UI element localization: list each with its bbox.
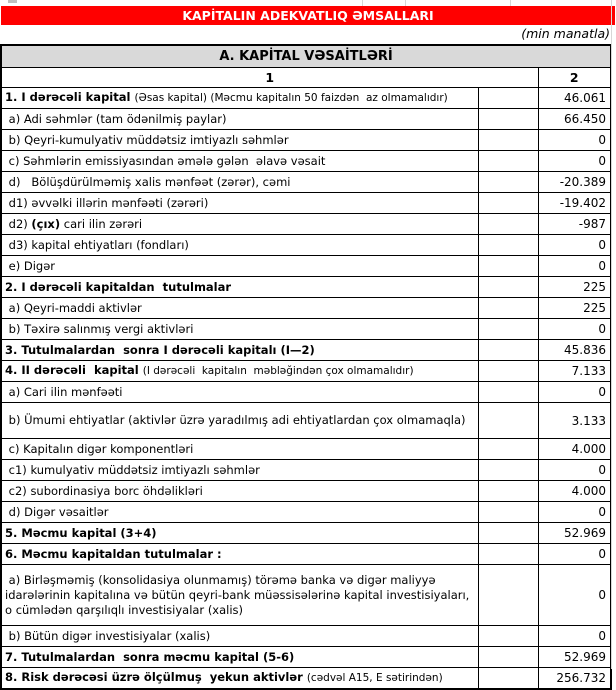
table-row [1, 151, 611, 172]
empty-cell[interactable] [478, 523, 538, 544]
value-cell[interactable]: -20.389 [538, 172, 611, 193]
table-row [1, 481, 611, 502]
label-segment: (Əsas kapital) (Məcmu kapitalın 50 faizdən az olmamalıdır) [134, 92, 448, 104]
value-cell[interactable]: 52.969 [538, 647, 611, 668]
value-cell[interactable]: 0 [538, 151, 611, 172]
units-row [0, 25, 616, 44]
row-label-cell[interactable] [1, 235, 478, 256]
table-row [1, 544, 611, 565]
value-cell[interactable]: 225 [538, 277, 611, 298]
empty-cell[interactable] [478, 481, 538, 502]
empty-cell[interactable] [478, 109, 538, 130]
table-row [1, 298, 611, 319]
value-cell[interactable]: 0 [538, 130, 611, 151]
empty-cell[interactable] [478, 626, 538, 647]
table-row [1, 214, 611, 235]
row-label-cell[interactable] [1, 647, 478, 668]
value-cell[interactable]: 0 [538, 319, 611, 340]
empty-cell[interactable] [478, 193, 538, 214]
value-cell[interactable]: 7.133 [538, 361, 611, 382]
table-row [1, 277, 611, 298]
value-cell[interactable]: 0 [538, 502, 611, 523]
empty-cell[interactable] [478, 439, 538, 460]
label-segment: 2. I dərəcəli kapitaldan tutulmalar [5, 279, 232, 294]
value-cell[interactable]: 4.000 [538, 439, 611, 460]
table-row [1, 193, 611, 214]
grid-line [362, 0, 363, 6]
table-row [1, 361, 611, 382]
row-label-cell[interactable] [1, 340, 478, 361]
label-segment: a) Qeyri-maddi aktivlər [5, 300, 142, 315]
value-cell[interactable]: 0 [538, 235, 611, 256]
row-label-cell[interactable] [1, 403, 478, 439]
row-label-cell[interactable] [1, 523, 478, 544]
row-label-cell[interactable] [1, 193, 478, 214]
label-segment: (I dərəcəli kapitalın məbləğindən çox olmamalıdır) [142, 365, 414, 377]
value-cell[interactable]: 0 [538, 565, 611, 626]
table-row [1, 647, 611, 668]
value-cell[interactable]: 0 [538, 460, 611, 481]
table-row [1, 235, 611, 256]
table-row [1, 523, 611, 544]
label-segment: 4. II dərəcəli kapital [5, 363, 143, 377]
label-segment: b) Qeyri-kumulyativ müddətsiz imtiyazlı səhmlər [5, 132, 289, 147]
report-title: KAPİTALIN ADEKVATLIQ ƏMSALLARI [182, 8, 434, 23]
table-row [1, 88, 611, 109]
label-segment: (çıx) [31, 216, 61, 231]
empty-cell[interactable] [478, 172, 538, 193]
grid-line [611, 0, 612, 669]
label-segment: cari ilin zərəri [60, 216, 143, 231]
value-cell[interactable]: 45.836 [538, 340, 611, 361]
empty-cell[interactable] [478, 277, 538, 298]
label-segment: 1. I dərəcəli kapital [5, 90, 135, 104]
label-segment: c) Kapitalın digər komponentləri [5, 441, 194, 456]
empty-cell[interactable] [478, 361, 538, 382]
row-label-cell[interactable] [1, 88, 478, 109]
report-title-bar [1, 6, 615, 25]
table-row [1, 256, 611, 277]
value-cell[interactable]: 0 [538, 626, 611, 647]
value-cell[interactable]: 52.969 [538, 523, 611, 544]
column-header-1[interactable]: 1 [1, 68, 538, 88]
value-cell[interactable]: 4.000 [538, 481, 611, 502]
value-cell[interactable]: 0 [538, 256, 611, 277]
label-segment: d2) [5, 216, 32, 231]
row-label-cell[interactable] [1, 382, 478, 403]
label-segment: a) Birləşməmiş (konsolidasiya olunmamış) törəmə banka və digər maliyyə idarələrinin kapitalına və bütün qeyri-bank müəssisələrinə kapital investisiyaları, o cümlədən qarşılıqlı investisiyalar (xalis) [5, 572, 473, 617]
label-segment: a) Adi səhmlər (tam ödənilmiş paylar) [5, 111, 227, 126]
column-header-2[interactable]: 2 [538, 68, 611, 88]
empty-cell[interactable] [478, 340, 538, 361]
value-cell[interactable]: 3.133 [538, 403, 611, 439]
row-label-cell[interactable] [1, 109, 478, 130]
empty-cell[interactable] [478, 130, 538, 151]
value-cell[interactable]: 0 [538, 544, 611, 565]
empty-cell[interactable] [478, 319, 538, 340]
table-row [1, 172, 611, 193]
table-row [1, 565, 611, 626]
row-label-cell[interactable] [1, 439, 478, 460]
section-header[interactable]: A. KAPİTAL VƏSAİTLƏRİ [1, 45, 611, 68]
grid-line [510, 0, 511, 6]
row-label-cell[interactable] [1, 256, 478, 277]
label-segment: c2) subordinasiya borc öhdəlikləri [5, 483, 203, 498]
row-label-cell[interactable] [1, 361, 478, 382]
grid-line [405, 0, 406, 6]
row-label-cell[interactable] [1, 668, 478, 689]
label-segment: c1) kumulyativ müddətsiz imtiyazlı səhmlər [5, 462, 260, 477]
value-cell[interactable]: 256.732 [538, 668, 611, 689]
value-cell[interactable]: 225 [538, 298, 611, 319]
label-segment: 3. Tutulmalardan sonra I dərəcəli kapitalı (I—2) [5, 342, 315, 357]
label-segment: d) Digər vəsaitlər [5, 504, 109, 519]
label-segment: 7. Tutulmalardan sonra məcmu kapital (5-6) [5, 649, 295, 664]
row-label-cell[interactable] [1, 130, 478, 151]
capital-adequacy-table [0, 44, 612, 690]
label-segment: d3) kapital ehtiyatları (fondları) [5, 237, 189, 252]
empty-cell[interactable] [478, 403, 538, 439]
column-header-row [1, 68, 611, 88]
label-segment: b) Bütün digər investisiyalar (xalis) [5, 628, 211, 643]
label-segment: 8. Risk dərəcəsi üzrə ölçülmuş yekun aktivlər [5, 669, 307, 684]
section-header-row [1, 45, 611, 68]
table-row [1, 403, 611, 439]
empty-cell[interactable] [478, 88, 538, 109]
row-label-cell[interactable] [1, 481, 478, 502]
row-label-cell[interactable] [1, 172, 478, 193]
table-row [1, 109, 611, 130]
label-segment: d) Bölüşdürülməmiş xalis mənfəət (zərər), cəmi [5, 174, 291, 189]
empty-cell[interactable] [478, 382, 538, 403]
table-row [1, 502, 611, 523]
row-label-cell[interactable] [1, 151, 478, 172]
row-label-cell[interactable] [1, 544, 478, 565]
label-segment: b) Təxirə salınmış vergi aktivləri [5, 321, 194, 336]
empty-cell[interactable] [478, 544, 538, 565]
label-segment: c) Səhmlərin emissiyasından əmələ gələn əlavə vəsait [5, 153, 326, 168]
table-row [1, 382, 611, 403]
empty-cell[interactable] [478, 668, 538, 689]
row-label-cell[interactable] [1, 502, 478, 523]
label-segment: 6. Məcmu kapitaldan tutulmalar : [5, 546, 222, 561]
screen-artifact [8, 0, 17, 3]
empty-cell[interactable] [478, 460, 538, 481]
empty-cell[interactable] [478, 214, 538, 235]
empty-cell[interactable] [478, 151, 538, 172]
value-cell[interactable]: 0 [538, 382, 611, 403]
table-row [1, 130, 611, 151]
row-label-cell[interactable] [1, 298, 478, 319]
table-row [1, 319, 611, 340]
table-row [1, 668, 611, 689]
value-cell[interactable]: 46.061 [538, 88, 611, 109]
label-segment: e) Digər [5, 258, 56, 273]
row-label-cell[interactable] [1, 277, 478, 298]
table-body [1, 88, 611, 689]
label-segment: a) Cari ilin mənfəəti [5, 384, 123, 399]
value-cell[interactable]: -19.402 [538, 193, 611, 214]
table-row [1, 340, 611, 361]
label-segment: (cədvəl A15, E sətirindən) [306, 671, 443, 684]
table-row [1, 439, 611, 460]
empty-cell[interactable] [478, 647, 538, 668]
empty-cell[interactable] [478, 298, 538, 319]
row-label-cell[interactable] [1, 565, 478, 626]
row-label-cell[interactable] [1, 319, 478, 340]
empty-cell[interactable] [478, 565, 538, 626]
label-segment: b) Ümumi ehtiyatlar (aktivlər üzrə yaradılmış adi ehtiyatlardan çox olmamaqla) [5, 413, 466, 427]
value-cell[interactable]: -987 [538, 214, 611, 235]
value-cell[interactable]: 66.450 [538, 109, 611, 130]
label-segment: 5. Məcmu kapital (3+4) [5, 525, 157, 540]
table-row [1, 626, 611, 647]
empty-cell[interactable] [478, 256, 538, 277]
row-label-cell[interactable] [1, 460, 478, 481]
empty-cell[interactable] [478, 235, 538, 256]
label-segment: d1) əvvəlki illərin mənfəəti (zərəri) [5, 195, 209, 210]
empty-cell[interactable] [478, 502, 538, 523]
units-note: (min manatla) [521, 26, 610, 41]
row-label-cell[interactable] [1, 626, 478, 647]
row-label-cell[interactable] [1, 214, 478, 235]
table-row [1, 460, 611, 481]
